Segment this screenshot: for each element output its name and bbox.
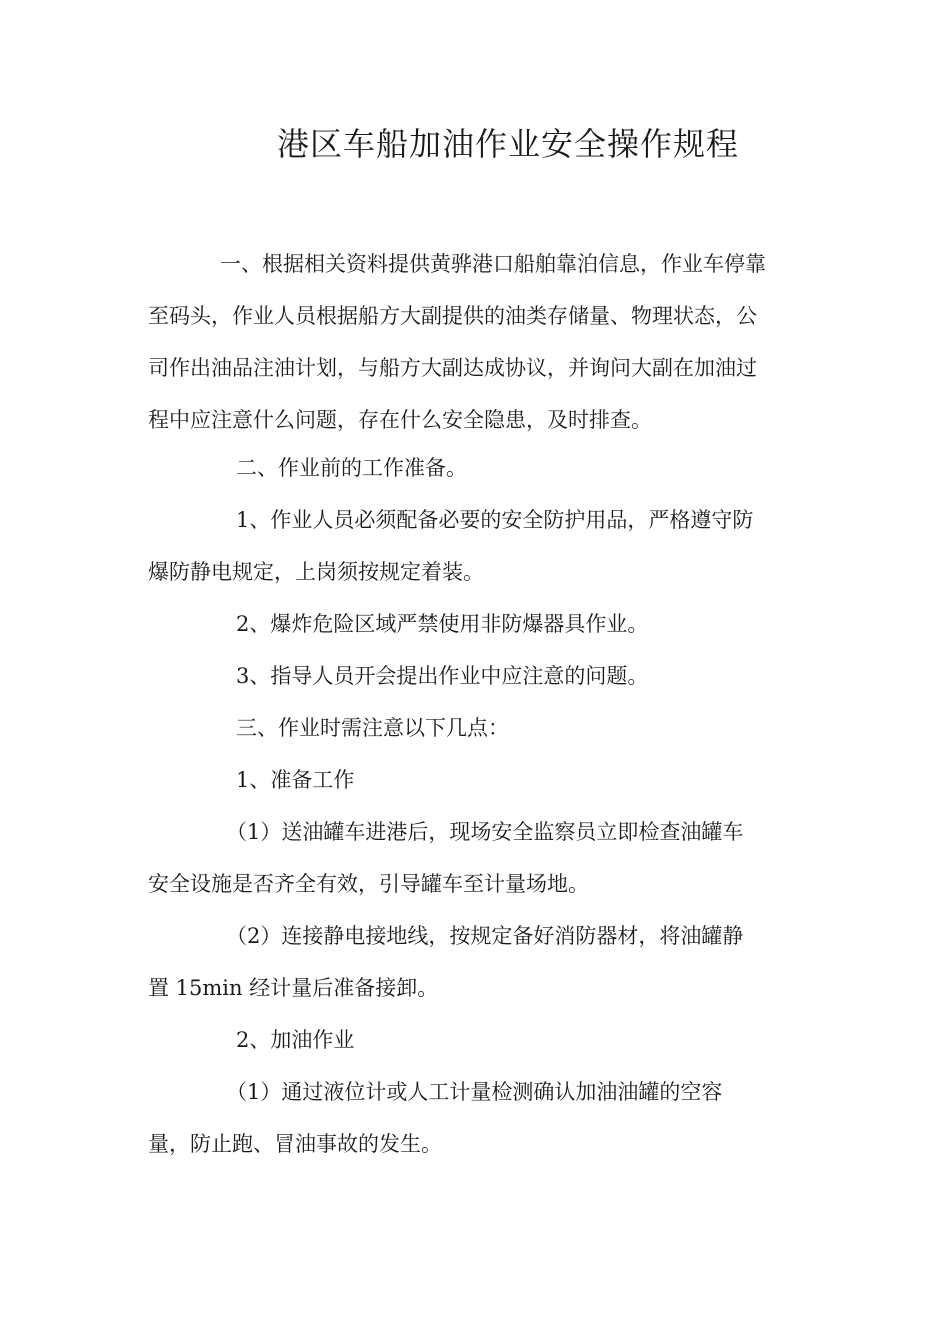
paragraph-2-1: [148, 494, 808, 598]
paragraph-line: 一、根据相关资料提供黄骅港口船舶靠泊信息，作业车停靠: [220, 252, 766, 276]
paragraph-line: 置 15min 经计量后准备接卸。: [148, 976, 439, 1000]
paragraph-line: 3、指导人员开会提出作业中应注意的问题。: [236, 664, 649, 688]
paragraph-3-1-2: [148, 910, 808, 1014]
subsection-heading-3-1: [148, 754, 808, 806]
paragraph-line: （2）连接静电接地线，按规定备好消防器材，将油罐静: [226, 924, 744, 948]
paragraph-1: [148, 238, 808, 446]
paragraph-line: 至码头，作业人员根据船方大副提供的油类存储量、物理状态，公: [148, 304, 757, 328]
paragraph-line: 1、准备工作: [236, 768, 355, 792]
paragraph-2-2: [148, 598, 808, 650]
paragraph-line: 司作出油品注油计划，与船方大副达成协议，并询问大副在加油过: [148, 356, 757, 380]
paragraph-2-3: [148, 650, 808, 702]
paragraph-line: 爆防静电规定，上岗须按规定着装。: [148, 560, 484, 584]
section-heading-2: [148, 442, 808, 494]
paragraph-3-1-1: [148, 806, 808, 910]
paragraph-line: 二、作业前的工作准备。: [236, 456, 467, 480]
paragraph-3-2-1: [148, 1066, 808, 1170]
document-title: 港区车船加油作业安全操作规程: [276, 125, 739, 163]
paragraph-line: 1、作业人员必须配备必要的安全防护用品，严格遵守防: [236, 508, 754, 532]
paragraph-line: （1）送油罐车进港后，现场安全监察员立即检查油罐车: [226, 820, 744, 844]
paragraph-line: 三、作业时需注意以下几点：: [236, 716, 509, 740]
paragraph-line: 2、加油作业: [236, 1028, 355, 1052]
subsection-heading-3-2: [148, 1014, 808, 1066]
paragraph-line: 量，防止跑、冒油事故的发生。: [148, 1132, 442, 1156]
paragraph-line: 程中应注意什么问题，存在什么安全隐患，及时排查。: [148, 408, 652, 432]
section-heading-3: [148, 702, 808, 754]
paragraph-line: 2、爆炸危险区域严禁使用非防爆器具作业。: [236, 612, 649, 636]
paragraph-line: 安全设施是否齐全有效，引导罐车至计量场地。: [148, 872, 589, 896]
paragraph-line: （1）通过液位计或人工计量检测确认加油油罐的空容: [226, 1080, 723, 1104]
